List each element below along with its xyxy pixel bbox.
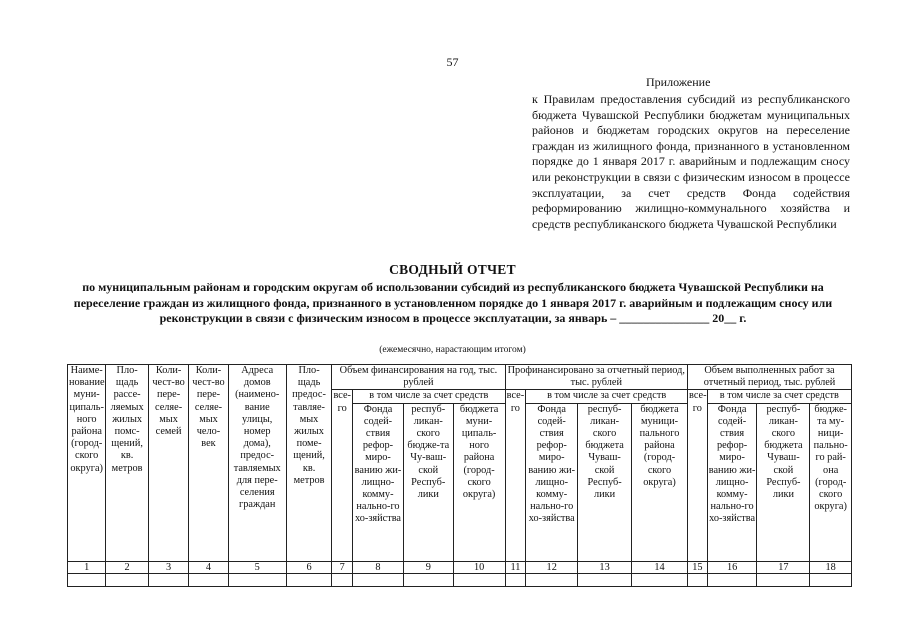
empty-cell xyxy=(707,573,757,586)
column-number: 15 xyxy=(688,561,708,573)
report-subtitle: по муниципальным районам и городским округам об использовании субсидий из республиканского бюджета Чувашской Республики на переселение граждан из жилищного фонда, признанного в установленном порядке до 1 января 2017 г. аварийным и подлежащим сносу или реконструкции в связи с физическим износом в процессе эксплуатации, за январь – _______________ 20__ г. xyxy=(73,280,833,325)
empty-cell xyxy=(68,573,106,586)
column-number: 10 xyxy=(453,561,505,573)
empty-cell xyxy=(148,573,188,586)
header-financing-volume: Объем финансирования на год, тыс. рублей xyxy=(332,365,505,390)
column-number: 1 xyxy=(68,561,106,573)
column-number: 5 xyxy=(228,561,286,573)
empty-cell xyxy=(353,573,404,586)
empty-cell xyxy=(106,573,149,586)
column-number: 12 xyxy=(526,561,578,573)
header-people-count: Коли-чест-во пере-селяе-мых чело-век xyxy=(189,365,228,562)
appendix-text: к Правилам предоставления субсидий из республиканского бюджета Чувашской Республики бюджетам муниципальных районов и бюджетам городских округов на переселение граждан из жилищного фонда, признанного в установленном порядке до 1 января 2017 г. аварийным и подлежащим сносу или реконструкции в связи с физическим износом в процессе эксплуатации, за счет средств Фонда содействия реформированию жилищно-коммунального хозяйства и средств республиканского бюджета Чувашской Республики xyxy=(532,92,850,231)
column-number: 16 xyxy=(707,561,757,573)
column-number: 9 xyxy=(403,561,453,573)
empty-cell xyxy=(688,573,708,586)
column-number: 17 xyxy=(757,561,810,573)
empty-cell xyxy=(332,573,353,586)
header-fund-3: Фонда содей-ствия рефор-миро-ванию жи-лищно-комму-нально-го хо-зяйства xyxy=(707,403,757,561)
empty-cell xyxy=(453,573,505,586)
empty-cell xyxy=(810,573,852,586)
header-including-1: в том числе за счет средств xyxy=(353,390,505,403)
column-number: 8 xyxy=(353,561,404,573)
page-number: 57 xyxy=(446,55,459,69)
header-fund-2: Фонда содей-ствия рефор-миро-ванию жи-лищно-комму-нально-го хо-зяйства xyxy=(526,403,578,561)
header-works-completed: Объем выполненных работ за отчетный период, тыс. рублей xyxy=(688,365,852,390)
empty-cell xyxy=(526,573,578,586)
empty-cell xyxy=(505,573,526,586)
report-title: СВОДНЫЙ ОТЧЕТ xyxy=(389,262,516,277)
column-number: 4 xyxy=(189,561,228,573)
empty-cell xyxy=(189,573,228,586)
empty-cell xyxy=(403,573,453,586)
header-total-3: все-го xyxy=(688,390,708,561)
header-total-1: все-го xyxy=(332,390,353,561)
header-municipal-1: бюджета муни-ципаль-ного района (город-ского округа) xyxy=(453,403,505,561)
appendix-title: Приложение xyxy=(646,75,711,89)
header-resettled-area: Пло-щадь рассе-ляемых жилых помс-щений, кв. метров xyxy=(106,365,149,562)
header-including-3: в том числе за счет средств xyxy=(707,390,851,403)
column-number: 13 xyxy=(578,561,632,573)
header-municipality: Наиме-нование муни-ципаль-ного района (город-ского округа) xyxy=(68,365,106,562)
header-municipal-3: бюдже-та му-ници-пально-го рай-она (город-ского округа) xyxy=(810,403,852,561)
column-number: 7 xyxy=(332,561,353,573)
report-table xyxy=(67,364,852,587)
column-number: 11 xyxy=(505,561,526,573)
empty-cell xyxy=(757,573,810,586)
header-provided-area: Пло-щадь предос-тавляе-мых жилых поме-щений, кв. метров xyxy=(286,365,332,562)
empty-cell xyxy=(286,573,332,586)
report-note: (ежемесячно, нарастающим итогом) xyxy=(379,345,526,355)
header-total-2: все-го xyxy=(505,390,526,561)
header-financed-period: Профинансировано за отчетный период, тыс. рублей xyxy=(505,365,687,390)
header-families-count: Коли-чест-во пере-селяе-мых семей xyxy=(148,365,188,562)
header-republic-1: респуб-ликан-ского бюдже-та Чу-ваш-ской Респуб-лики xyxy=(403,403,453,561)
empty-cell xyxy=(228,573,286,586)
column-number: 3 xyxy=(148,561,188,573)
header-addresses: Адреса домов (наимено-вание улицы, номер дома), предос-тавляемых для пере-селения граждан xyxy=(228,365,286,562)
column-number: 2 xyxy=(106,561,149,573)
header-republic-2: респуб-ликан-ского бюджета Чуваш-ской Респуб-лики xyxy=(578,403,632,561)
column-number: 14 xyxy=(632,561,688,573)
empty-cell xyxy=(578,573,632,586)
table-row xyxy=(68,573,852,586)
column-number: 6 xyxy=(286,561,332,573)
header-municipal-2: бюджета муници-пального района (город-ского округа) xyxy=(632,403,688,561)
header-republic-3: респуб-ликан-ского бюджета Чуваш-ской Респуб-лики xyxy=(757,403,810,561)
header-including-2: в том числе за счет средств xyxy=(526,390,688,403)
empty-cell xyxy=(632,573,688,586)
header-fund-1: Фонда содей-ствия рефор-миро-ванию жи-лищно-комму-нально-го хо-зяйства xyxy=(353,403,404,561)
column-number: 18 xyxy=(810,561,852,573)
